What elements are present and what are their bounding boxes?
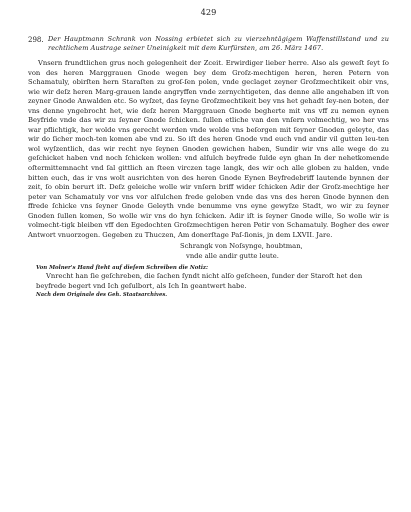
document-heading (28, 35, 389, 53)
document-number: 298. (28, 36, 44, 44)
source-note: Nach dem Originale des Geh. Staatsarchives. (36, 292, 168, 299)
signature-line-2: vnde alle andir gutte leute. (186, 251, 279, 260)
signature-block (180, 242, 389, 261)
signature-line-1: Schrangk von Noſsynge, houbtman, (180, 242, 303, 251)
note-text: Vnrecht han ſie geſchreben, die ſachen ſyndt nicht alſo geſcheen, ſunder der Staroſt het den beyfrede begert vnd Ich geſulbort, als Ich In geantwert habe. (36, 272, 363, 290)
document-body: Vnsern frundtlichen grus noch gelegenheit der Zceit. Erwirdiger lieber herre. Also als geweſt ſeyt ſo von des heren Marggrauen Gnode wegen bey dem Groſz-mechtigen heren, heren Petern von Schamatuly, obirſten hern Staraſten zu groſ-ſen polen, vnde geclaget zeyner Groſzmechtikeit obir vns, wie wir deſz heren Marg-grauen lande angryffen vnde zernychtigeten, das denne alle angehaben iſt von zeyner Gnode Anwalden etc. So wyſzet, das ſeyne Groſzmechtikeit bey vns het gehadt ſey-nen boten, der vns denne yngebrocht het, wie deſz heren Marggrauen Gnode begherte mit vns vff zu nemen eynen Beyfride vnde das wir zu ſeyner Gnode ſchicken. ſullen etliche van den vnſern volmechtig, wo her vns war pflichtigk, her wolde vns gerecht werden vnde wolde vns beſorgen mit ſeyner Gnoden geleyte, das wir do ſicher moch-ten komen abe vnd zu. So iſt des heren Gnode vnd euch vnd andir vil gutten leu-ten wol wyſzentlich, das wir recht nye ſeynen Gnoden gewichen haben, Sundir wir vns alle wege do zu geſchicket haben vnd noch ſchicken wollen: vnd alſulch beyfrede ſulde eyn ghan In der nehetkomende oſtermittemnacht vnd ſal gittlich an ſteen virczen tage langk, des wir och alle globen zu halden, vnde bitten euch, das ir vns wolt ausrichten von des heren Gnode Eynen Beyfredebriff lautende bynnen der zeit, ſo obin berurt iſt. Deſz geleiche wolle wir vnſern briff wider ſchicken Adir der Groſz-mechtige her peter van Schamatuly vor vns vor alſulchen frede geloben vnde das vns des heren Gnode bynnen den ffrede ſchicke vns ſeyner Gnode Geleyth vnde benumme vns eyne gewyſze Stadt, wo wir zu ſeyner Gnoden ſullen komen, So wolle wir vns do hyn ſchicken. Adir iſt is ſeyner Gnode wille, So wolle wir is volmecht-tigk bleiben vff den Egedochten Groſzmechtigen heren Petir von Schamatuly. Bogher des ewer Antwort vnuorzogen. Gegeben zu Thuczen, Am donerſtage Paſ-ſionis, jn dem LXVII. Jare. (28, 59, 389, 239)
note-heading: Von Molner's Hand ſteht auf dieſem Schreiben die Notiz: (36, 265, 208, 272)
document-title: Der Hauptmann Schrank von Nossing erbietet sich zu vierzehntägigem Waffenstillstand und zu rechtlichem Austrage seiner Uneinigkeit mit dem Kurfürsten, am 26. März 1467. (48, 35, 389, 52)
page-number: 429 (200, 7, 217, 17)
